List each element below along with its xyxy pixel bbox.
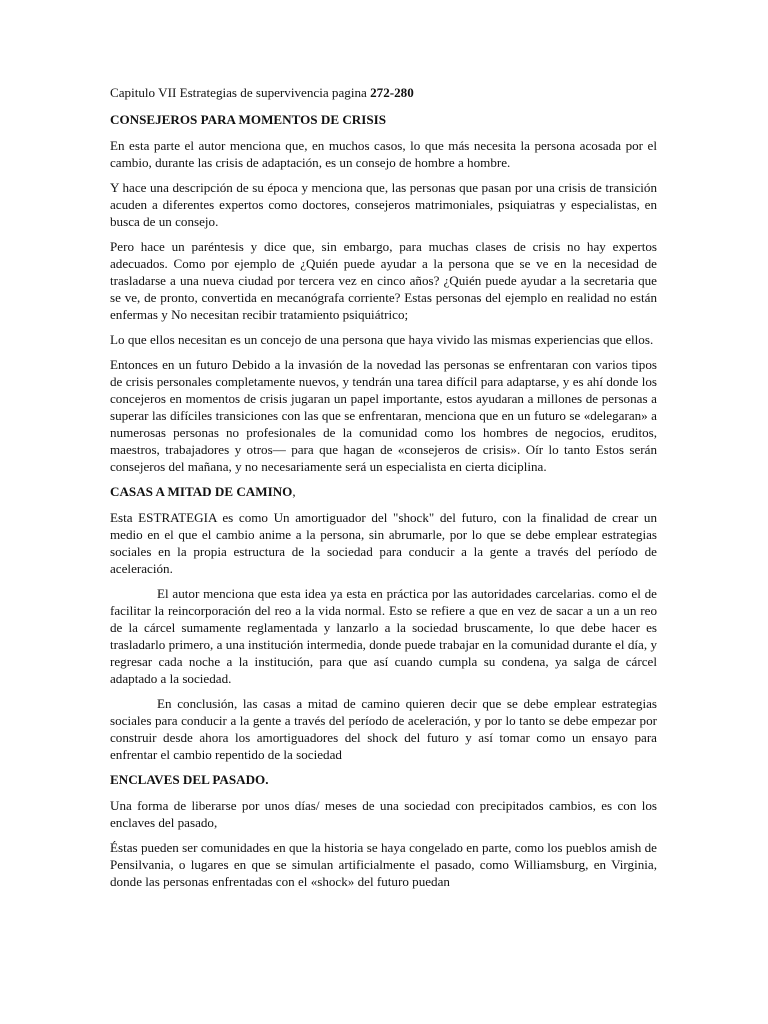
chapter-header-pages: 272-280 <box>370 85 414 100</box>
paragraph: Esta ESTRATEGIA es como Un amortiguador del "shock" del futuro, con la finalidad de crear un medio en el que el cambio anime a la persona, sin abrumarle, por lo que se debe emplear estrategias sociales en la propia estructura de la sociedad para conducir a la gente a través del período de aceleración. <box>110 510 657 576</box>
section-heading-casas-text: CASAS A MITAD DE CAMINO <box>110 484 293 499</box>
chapter-header <box>110 84 657 101</box>
section-heading-casas <box>110 483 657 500</box>
section-heading-enclaves: ENCLAVES DEL PASADO. <box>110 772 269 787</box>
paragraph: Una forma de liberarse por unos días/ meses de una sociedad con precipitados cambios, es con los enclaves del pasado, <box>110 798 657 830</box>
paragraph: Y hace una descripción de su época y menciona que, las personas que pasan por una crisis de transición acuden a diferentes expertos como doctores, consejeros matrimoniales, psiquiatras y especialistas, en busca de un consejo. <box>110 180 657 229</box>
section-heading-casas-suffix: , <box>292 484 296 499</box>
paragraph: En conclusión, las casas a mitad de camino quieren decir que se debe emplear estrategias sociales para conducir a la gente a través del período de aceleración, y por lo tanto se debe empezar por construir desde ahora los amortiguadores del shock del futuro y así tomar como un ensayo para enfrentar el cambio repentido de la sociedad <box>110 696 657 762</box>
section-heading-consejeros: CONSEJEROS PARA MOMENTOS DE CRISIS <box>110 112 386 127</box>
paragraph: Éstas pueden ser comunidades en que la historia se haya congelado en parte, como los pueblos amish de Pensilvania, o lugares en que se simulan artificialmente el pasado, como Williamsburg, en Virginia, donde las personas enfrentadas con el «shock» del futuro puedan <box>110 840 657 889</box>
paragraph: El autor menciona que esta idea ya esta en práctica por las autoridades carcelarias. como el de facilitar la reincorporación del reo a la vida normal. Esto se refiere a que en vez de sacar a un a un reo de la cárcel sumamente reglamentada y lanzarlo a la sociedad bruscamente, lo que debe hacer es trasladarlo primero, a una institución intermedia, donde puede trabajar en la comunidad durante el día, y regresar cada noche a la institución, para que así cuando cumpla su condena, ya salga de cárcel adaptado a la sociedad. <box>110 586 657 686</box>
paragraph: Entonces en un futuro Debido a la invasión de la novedad las personas se enfrentaran con varios tipos de crisis personales completamente nuevos, y tendrán una tarea difícil para adaptarse, y es ahí donde los concejeros en momentos de crisis jugaran un papel importante, estos ayudaran a millones de personas a superar las difíciles transiciones con las que se enfrentaran, menciona que en un futuro se «delegaran» a numerosas personas no profesionales de la comunidad como los hombres de negocios, eruditos, maestros, trabajadores y otros— para que hagan de «consejeros de crisis». Oír lo tanto Estos serán consejeros del mañana, y no necesariamente será un especialista en cierta diciplina. <box>110 357 657 474</box>
chapter-header-text: Capitulo VII Estrategias de supervivencia pagina <box>110 85 371 100</box>
paragraph: En esta parte el autor menciona que, en muchos casos, lo que más necesita la persona acosada por el cambio, durante las crisis de adaptación, es un consejo de hombre a hombre. <box>110 138 657 170</box>
paragraph: Pero hace un paréntesis y dice que, sin embargo, para muchas clases de crisis no hay expertos adecuados. Como por ejemplo de ¿Quién puede ayudar a la persona que se ve en la necesidad de trasladarse a una nueva ciudad por tercera vez en cinco años? ¿Quién puede ayudar a la secretaria que se ve, de pronto, convertida en mecanógrafa corriente? Estas personas del ejemplo en realidad no están enfermas y No necesitan recibir tratamiento psiquiátrico; <box>110 239 657 322</box>
document-page <box>110 84 657 898</box>
paragraph: Lo que ellos necesitan es un concejo de una persona que haya vivido las mismas experiencias que ellos. <box>110 332 654 347</box>
